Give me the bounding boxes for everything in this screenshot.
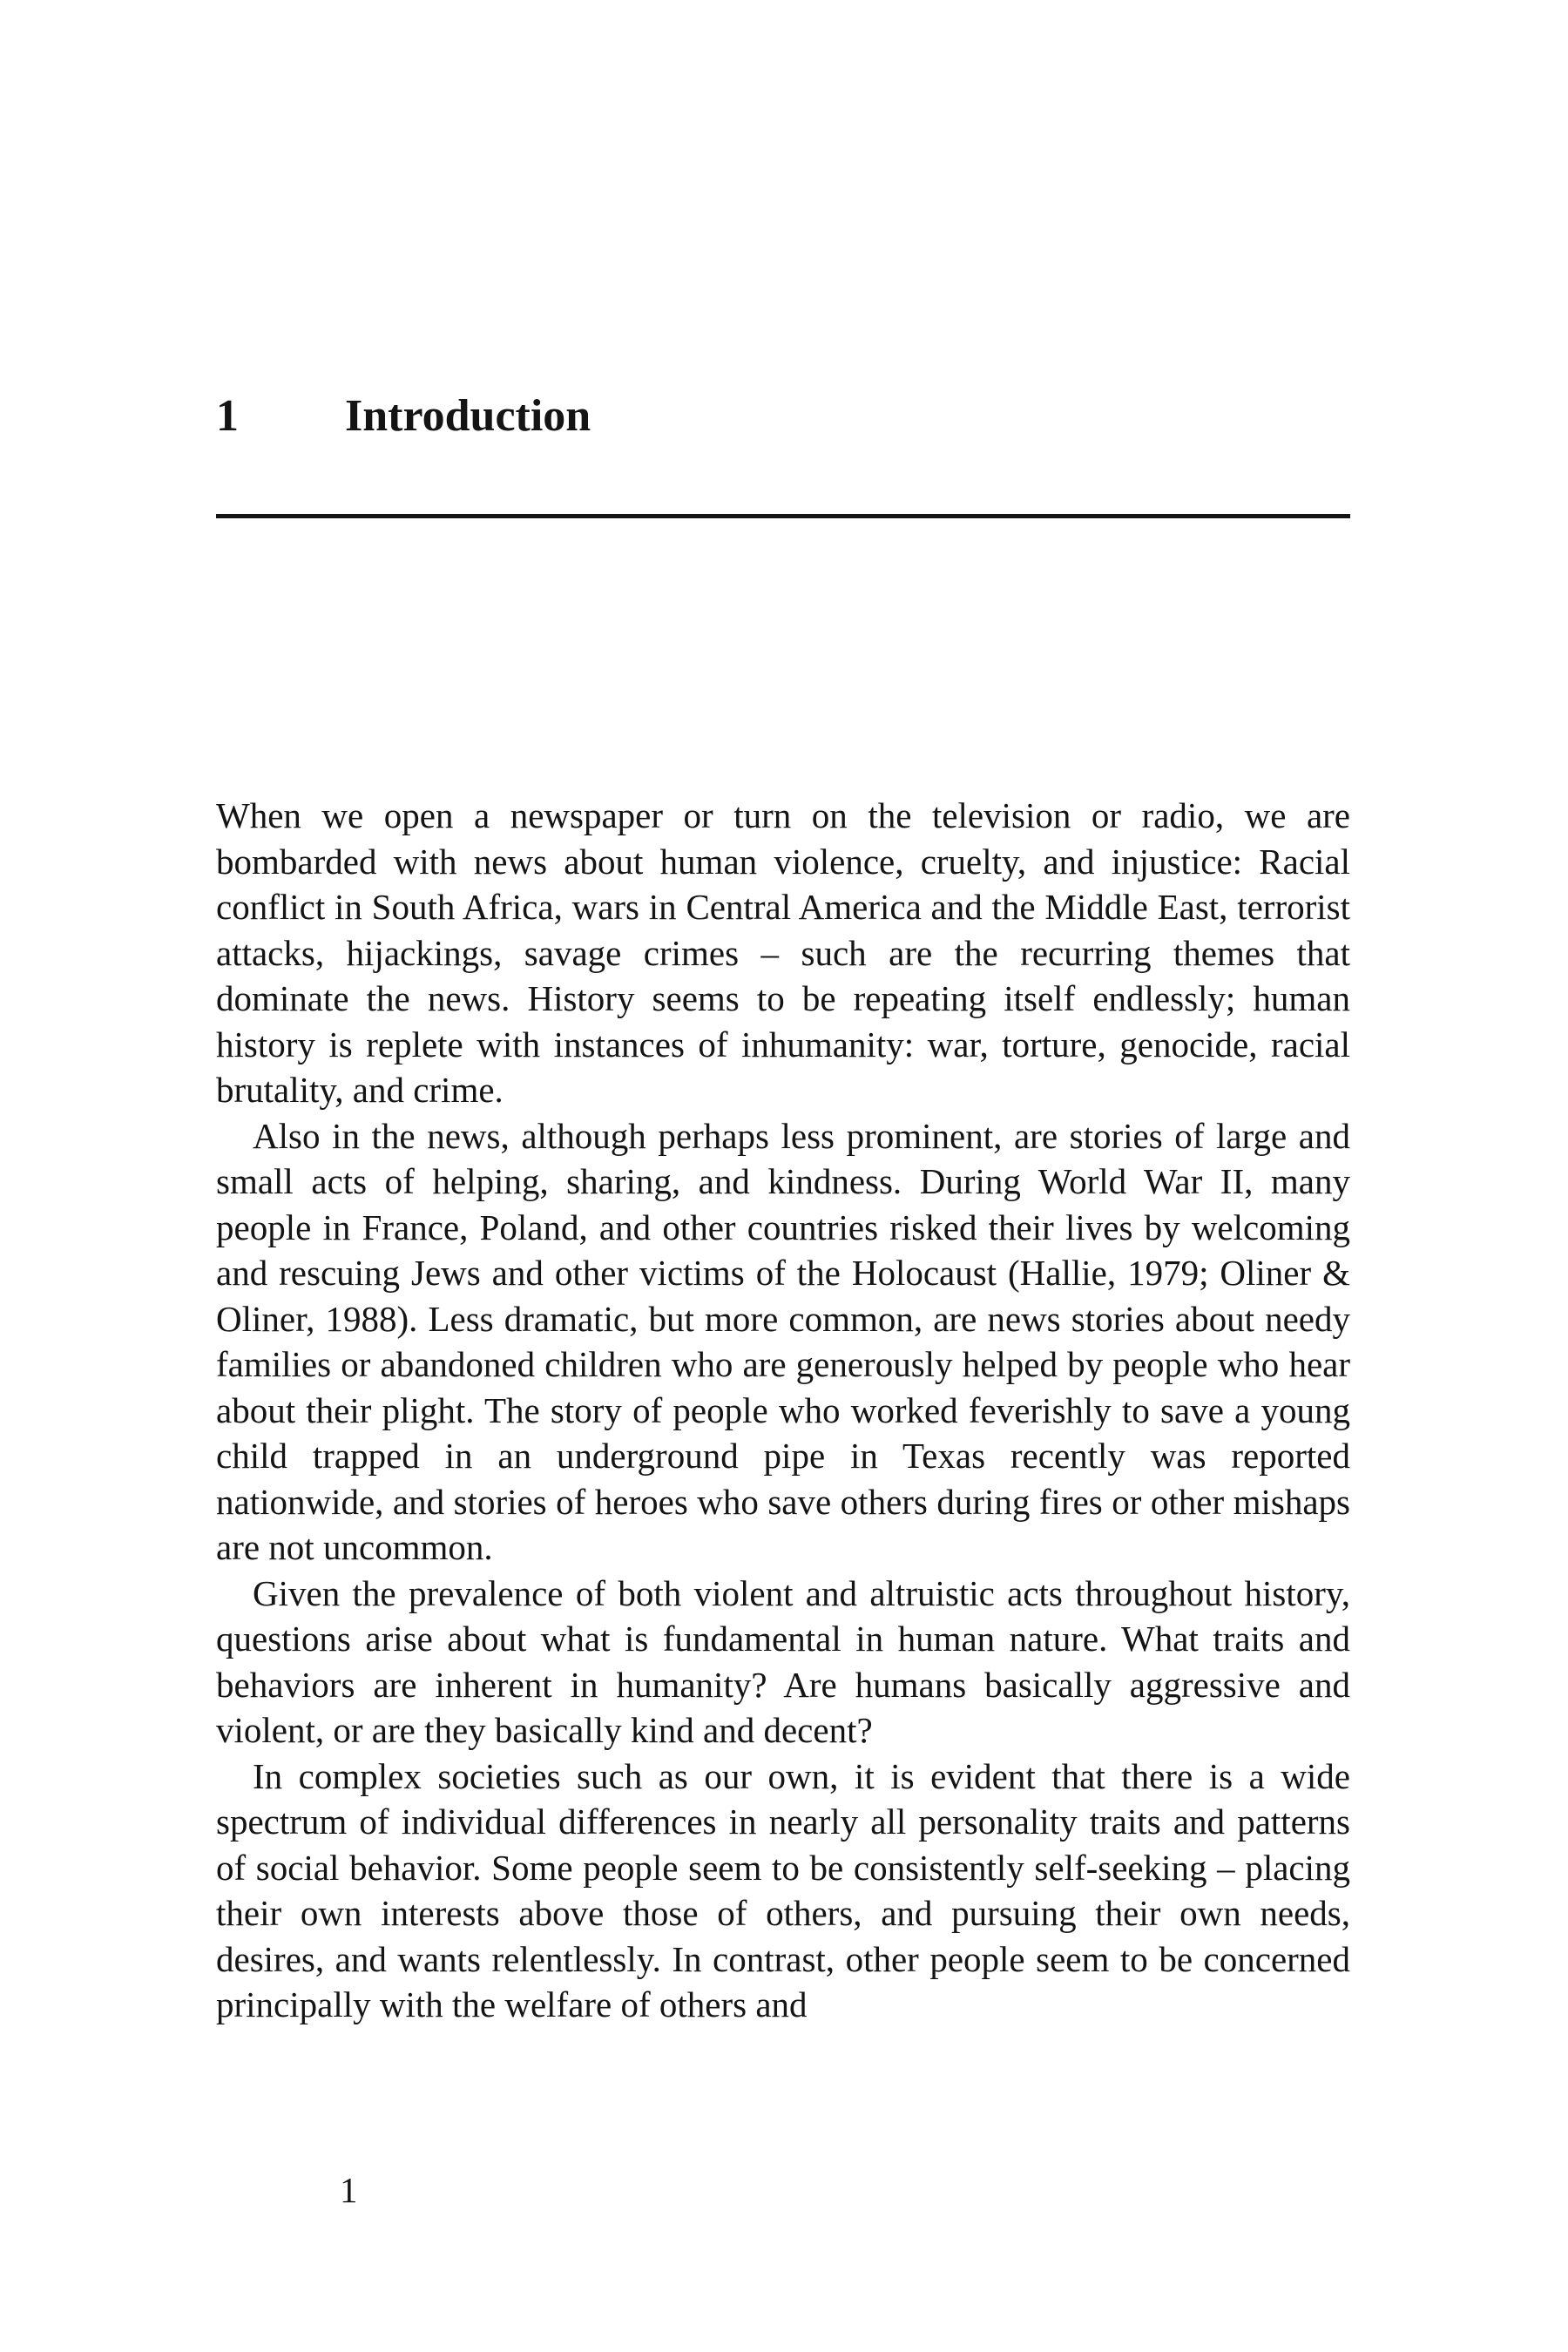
paragraph-2: Also in the news, although perhaps less prominent, are stories of large and small acts of helping, sharing, and kindness. During World War II, many people in France, Poland, and other countries risked their lives by welcoming and rescuing Jews and other victims of the Holocaust (Hallie, 1979; Oliner & Oliner, 1988). Less dramatic, but more common, are news stories about needy families or abandoned children who are generously helped by people who hear about their plight. The story of people who worked feverishly to save a young child trapped in an underground pipe in Texas recently was reported nationwide, and stories of heroes who save others during fires or other mishaps are not uncommon. xyxy=(216,1115,1350,1567)
heading-rule xyxy=(216,514,1350,518)
page-number: 1 xyxy=(340,2170,358,2210)
body-text xyxy=(216,793,1350,2028)
paragraph-1: When we open a newspaper or turn on the television or radio, we are bombarded with news about human violence, cruelty, and injustice: Racial conflict in South Africa, wars in Central America and the Middle East, terrorist attacks, hijackings, savage crimes – such are the recurring themes that dominate the news. History seems to be repeating itself endlessly; human history is replete with instances of inhumanity: war, torture, genocide, racial brutality, and crime. xyxy=(216,795,1350,1110)
paragraph-4: In complex societies such as our own, it is evident that there is a wide spectrum of individual differences in nearly all personality traits and patterns of social behavior. Some people seem to be consistently self-seeking – placing their own interests above those of others, and pursuing their own needs, desires, and wants relentlessly. In contrast, other people seem to be concerned principally with the welfare of others and xyxy=(216,1755,1350,2024)
chapter-heading xyxy=(216,382,1348,451)
chapter-number: 1 xyxy=(216,391,239,441)
chapter-title: Introduction xyxy=(345,391,591,441)
paragraph-3: Given the prevalence of both violent and altruistic acts throughout history, questions arise about what is fundamental in human nature. What traits and behaviors are inherent in humanity? Are humans basically aggressive and violent, or are they basically kind and decent? xyxy=(216,1572,1350,1750)
